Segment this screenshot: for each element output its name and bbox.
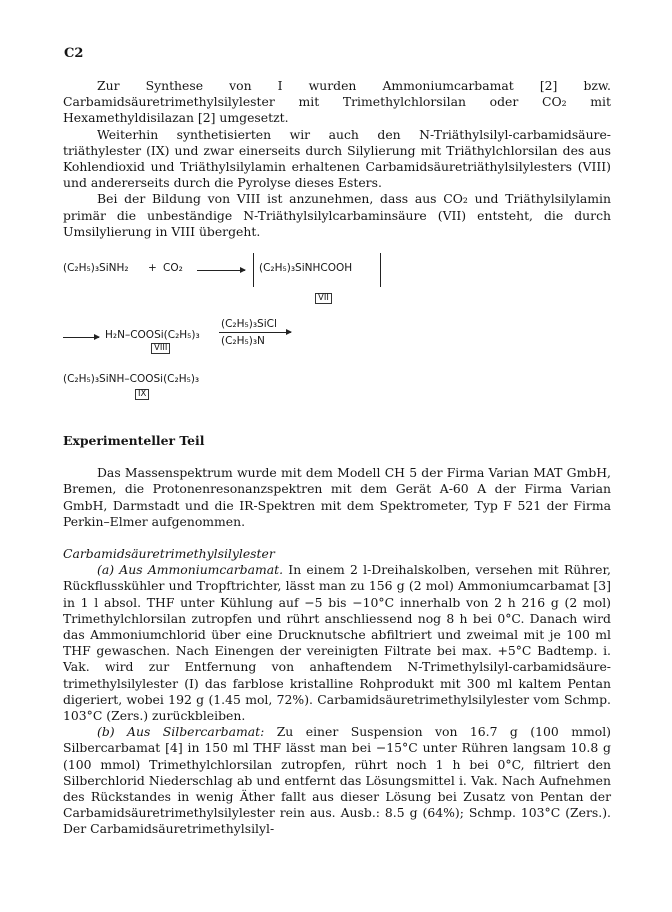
instruments-paragraph: Das Massenspektrum wurde mit dem Modell CH 5 der Firma Varian MAT GmbH, Bremen, die Protonenresonanzspektren mit dem Gerät A-60 A der Firma Varian GmbH, Darmstadt und die IR-Spektren mit dem Spektrometer, Typ F 521 der Firma Perkin–Elmer aufgenommen.: [63, 465, 611, 529]
reaction-arrow-3: [219, 332, 291, 333]
page-label: C2: [64, 46, 84, 61]
procedure-b-label: (b) Aus Silbercarbamat:: [97, 724, 265, 740]
product-viii: H₂N–COOSi(C₂H₅)₃: [105, 329, 200, 341]
procedure-a-label: (a) Aus Ammoniumcarbamat.: [97, 562, 284, 578]
reaction-scheme: [63, 250, 611, 410]
label-vii: VII: [315, 293, 332, 304]
reagent-triethylchlorosilane: (C₂H₅)₃SiCl: [221, 318, 277, 330]
intro-section: [63, 78, 611, 240]
plus-sign: +: [148, 262, 157, 274]
product-ix: (C₂H₅)₃SiNH–COOSi(C₂H₅)₃: [63, 373, 200, 385]
reaction-arrow-1: [197, 270, 245, 271]
intro-paragraph-3: Bei der Bildung von VIII ist anzunehmen, dass aus CO₂ und Triäthylsilylamin primär die unbeständige N-Triäthylsilylcarbaminsäure (VII) entsteht, die durch Umsilylierung in VIII übergeht.: [63, 191, 611, 239]
label-viii: VIII: [151, 343, 170, 354]
label-ix: IX: [135, 389, 149, 400]
reactant-triethylsilylamine: (C₂H₅)₃SiNH₂: [63, 262, 129, 274]
experimental-heading: Experimenteller Teil: [63, 433, 205, 448]
procedure-a: [63, 562, 611, 724]
subheading-carbamidsaeure: Carbamidsäuretrimethylsilylester: [63, 546, 275, 562]
intro-paragraph-2: Weiterhin synthetisierten wir auch den N-Triäthylsilyl-carbamidsäure-triäthylester (IX) und zwar einerseits durch Silylierung mit Triäthylchlorsilan des aus Kohlendioxid und Triäthylsilylamin erhaltenen Carbamidsäuretriäthylsilylesters (VIII) und andererseits durch die Pyrolyse dieses Esters.: [63, 126, 611, 191]
reagent-triethylamine: (C₂H₅)₃N: [221, 335, 265, 347]
procedure-a-text: In einem 2 l-Dreihalskolben, versehen mit Rührer, Rückflusskühler und Tropftrichter, lässt man zu 156 g (2 mol) Ammoniumcarbamat [3] in 1 l absol. THF unter Kühlung auf −5 bis −10°C innerhalb von 2 h 216 g (2 mol) Trimethylchlorsilan zutropfen und rührt anschliessend nog 8 h bei 0°C. Danach wird das Ammoniumchlorid über eine Drucknutsche abfiltriert und zweimal mit je 100 ml THF gewaschen. Nach Einengen der vereinigten Filtrate bei max. +5°C Badtemp. i. Vak. wird zur Entfernung von anhaftendem N-Trimethylsilyl-carbamidsäure-trimethylsilylester (I) das farblose kristalline Rohprodukt mit 300 ml kaltem Pentan digeriert, wobei 192 g (1.45 mol, 72%). Carbamidsäuretrimethylsilylester vom Schmp. 103°C (Zers.) zurückbleiben.: [63, 562, 611, 724]
reactant-co2: CO₂: [163, 262, 183, 274]
experimental-section: [63, 433, 611, 838]
procedure-b-text: Zu einer Suspension von 16.7 g (100 mmol) Silbercarbamat [4] in 150 ml THF lässt man bei −15°C unter Rühren langsam 10.8 g (100 mmol) Trimethylchlorsilan zutropfen, rührt noch 1 h bei 0°C, filtriert den Silberchlorid Niederschlag ab und entfernt das Lösungsmittel i. Vak. Nach Aufnehmen des Rückstandes in wenig Äther fallt aus dieser Lösung bei Zusatz von Pentan der Carbamidsäuretrimethylsilylester rein aus. Ausb.: 8.5 g (64%); Schmp. 103°C (Zers.). Der Carbamidsäuretrimethylsilyl-: [63, 724, 611, 837]
intermediate-compound: (C₂H₅)₃SiNHCOOH: [259, 262, 353, 274]
reaction-arrow-2: [63, 337, 99, 338]
intro-paragraph-1: Zur Synthese von I wurden Ammoniumcarbamat [2] bzw. Carbamidsäuretrimethylsilylester mit Trimethylchlorsilan oder CO₂ mit Hexamethyldisilazan [2] umgesetzt.: [63, 78, 611, 126]
procedure-b: [63, 724, 611, 837]
